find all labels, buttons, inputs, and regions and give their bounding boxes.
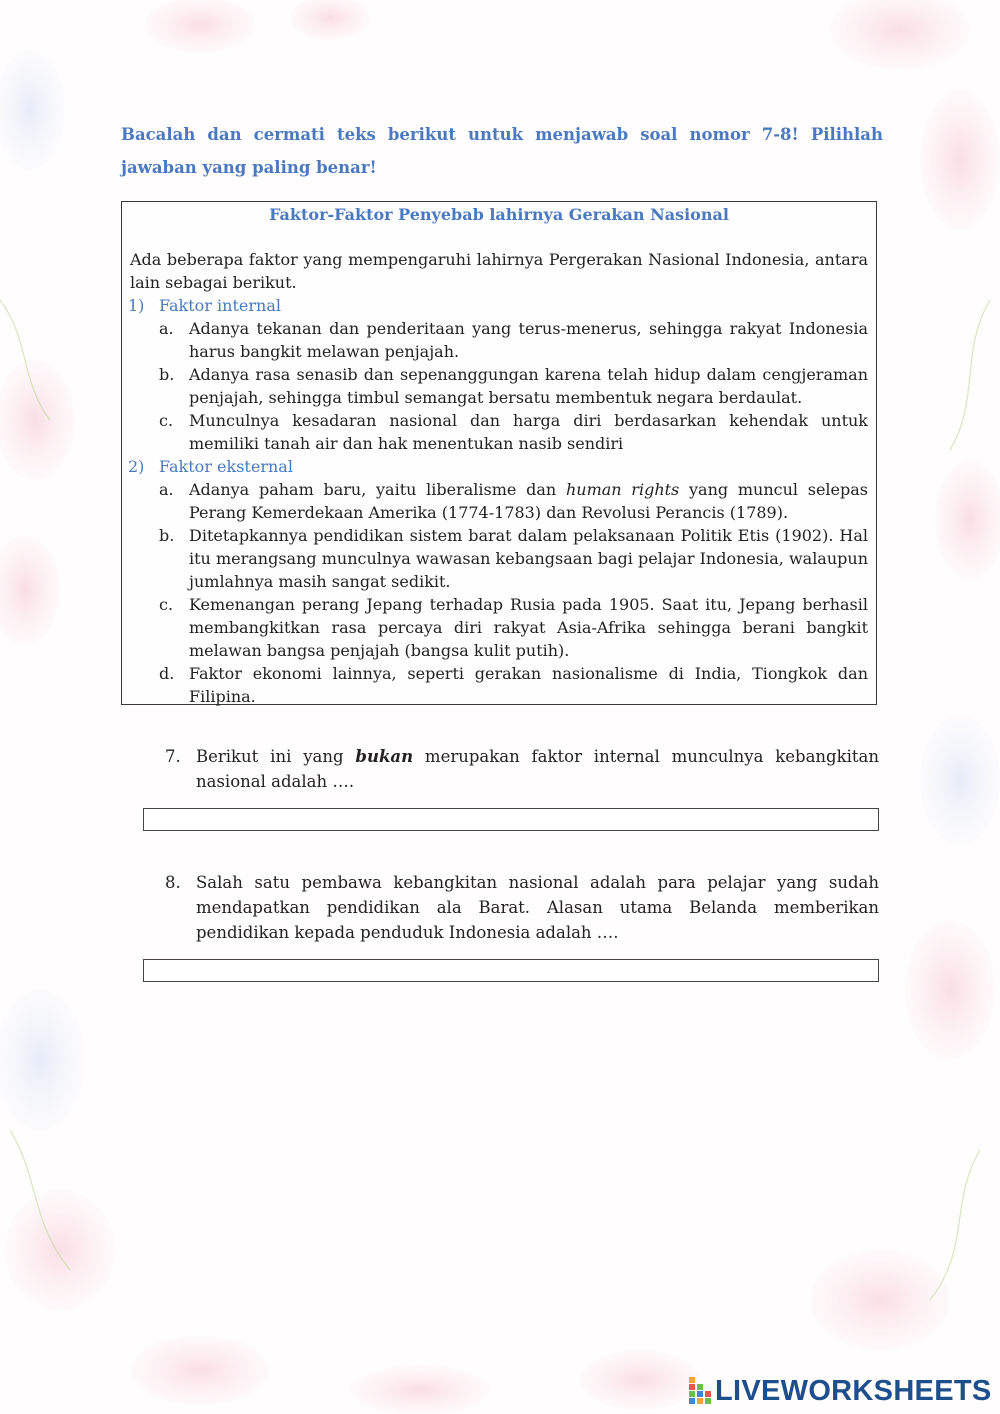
answer-input-8[interactable] xyxy=(143,959,879,982)
item-text: Adanya rasa senasib dan sepenanggungan karena telah hidup dalam cengjeraman penjajah, sehingga timbul semangat bersatu membentuk negara berdaulat. xyxy=(189,365,868,407)
question-text: Berikut ini yang bukan merupakan faktor internal munculnya kebangkitan nasional adalah …. xyxy=(196,747,879,791)
list-item xyxy=(130,317,868,363)
question-8 xyxy=(165,870,879,945)
item-letter: d. xyxy=(159,664,175,683)
internal-factor-list xyxy=(130,317,868,455)
question-7 xyxy=(165,744,879,794)
italic-term: human rights xyxy=(565,480,680,499)
passage-intro: Ada beberapa faktor yang mempengaruhi lahirnya Pergerakan Nasional Indonesia, antara lain sebagai berikut. xyxy=(130,250,868,292)
item-letter: b. xyxy=(159,365,175,384)
logo-text: LIVEWORKSHEETS xyxy=(715,1374,992,1407)
liveworksheets-icon xyxy=(689,1377,711,1405)
list-item xyxy=(130,662,868,708)
list-item xyxy=(130,593,868,662)
reading-passage-box xyxy=(121,201,877,705)
section-label: Faktor eksternal xyxy=(159,457,293,476)
item-text: Kemenangan perang Jepang terhadap Rusia pada 1905. Saat itu, Jepang berhasil membangkitkan rasa percaya diri rakyat Asia-Afrika sehingga berani bangkit melawan bangsa penjajah (bangsa kulit putih). xyxy=(189,595,868,660)
list-item xyxy=(130,409,868,455)
list-item xyxy=(130,478,868,524)
external-factor-list xyxy=(130,478,868,708)
section-number: 1) xyxy=(128,296,145,315)
question-number: 8. xyxy=(165,873,181,892)
item-text: Ditetapkannya pendidikan sistem barat dalam pelaksanaan Politik Etis (1902). Hal itu merangsang munculnya wawasan kebangsaan bagi pelajar Indonesia, walaupun jumlahnya masih sangat sedikit. xyxy=(189,526,868,591)
section-label: Faktor internal xyxy=(159,296,281,315)
section-internal xyxy=(130,294,868,317)
item-letter: a. xyxy=(159,319,174,338)
item-text: Adanya tekanan dan penderitaan yang terus-menerus, sehingga rakyat Indonesia harus bangkit melawan penjajah. xyxy=(189,319,868,361)
section-number: 2) xyxy=(128,457,145,476)
item-letter: c. xyxy=(159,411,174,430)
question-text: Salah satu pembawa kebangkitan nasional adalah para pelajar yang sudah mendapatkan pendidikan ala Barat. Alasan utama Belanda memberikan pendidikan kepada penduduk Indonesia adalah …. xyxy=(196,873,879,942)
item-letter: a. xyxy=(159,480,174,499)
question-number: 7. xyxy=(165,747,181,766)
emphasis-word: bukan xyxy=(355,747,414,766)
answer-input-7[interactable] xyxy=(143,808,879,831)
item-text: Adanya paham baru, yaitu liberalisme dan human rights yang muncul selepas Perang Kemerdekaan Amerika (1774-1783) dan Revolusi Perancis (1789). xyxy=(189,480,868,522)
list-item xyxy=(130,524,868,593)
liveworksheets-logo xyxy=(689,1374,992,1408)
list-item xyxy=(130,363,868,409)
item-text: Munculnya kesadaran nasional dan harga diri berdasarkan kehendak untuk memiliki tanah air dan hak menentukan nasib sendiri xyxy=(189,411,868,453)
instruction-text: Bacalah dan cermati teks berikut untuk menjawab soal nomor 7-8! Pilihlah jawaban yang paling benar! xyxy=(121,125,883,177)
item-text: Faktor ekonomi lainnya, seperti gerakan nasionalisme di India, Tiongkok dan Filipina. xyxy=(189,664,868,706)
passage-title: Faktor-Faktor Penyebab lahirnya Gerakan Nasional xyxy=(269,205,729,224)
item-letter: b. xyxy=(159,526,175,545)
section-external xyxy=(130,455,868,478)
item-letter: c. xyxy=(159,595,174,614)
